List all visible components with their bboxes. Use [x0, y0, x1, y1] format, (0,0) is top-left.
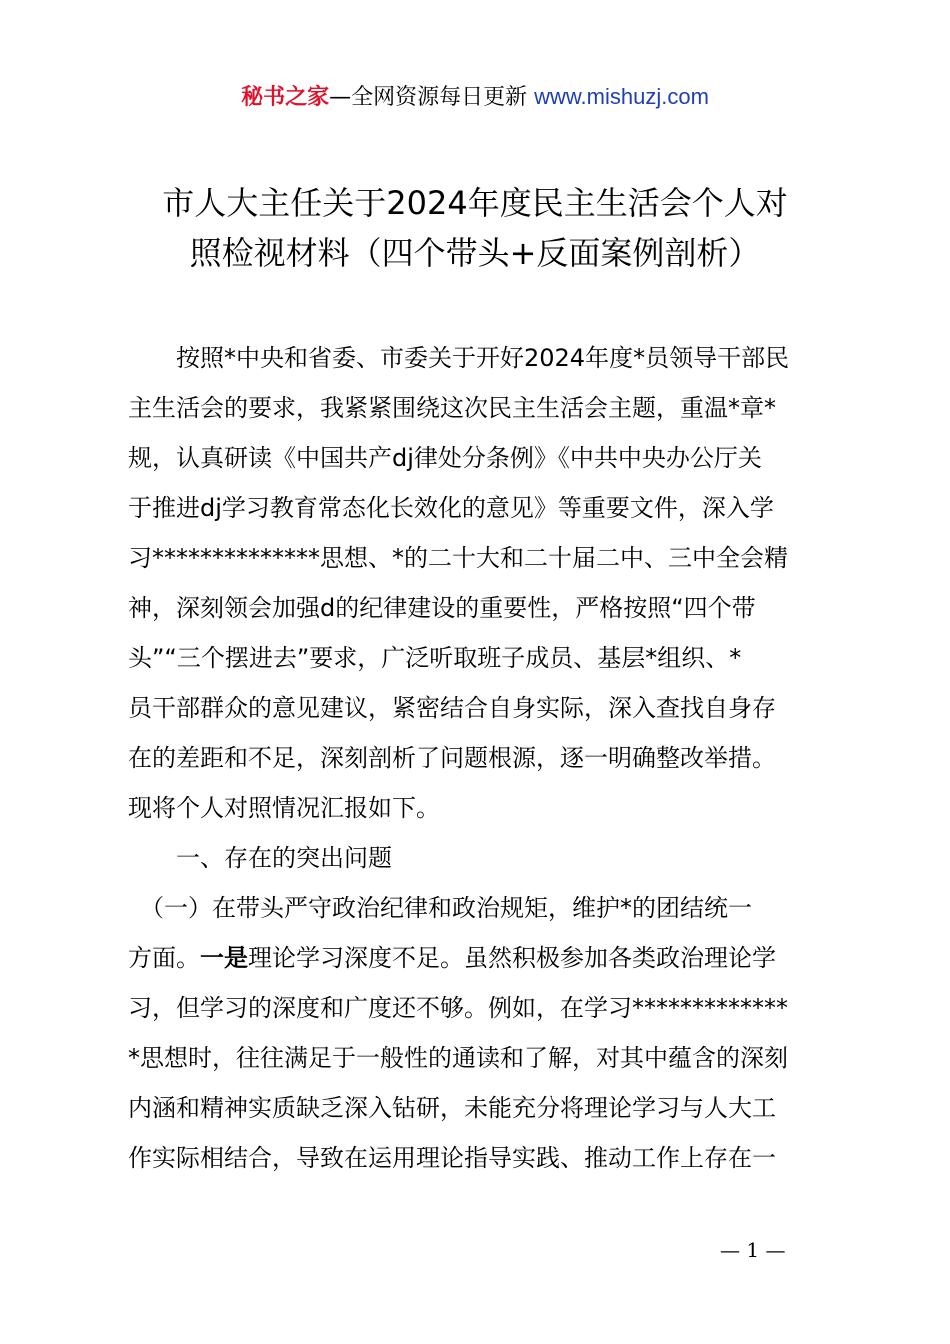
body-line: 头”“三个摆进去”要求，广泛听取班子成员、基层*组织、*: [128, 644, 742, 672]
body-line: *思想时，往往满足于一般性的通读和了解，对其中蕴含的深刻: [128, 1044, 788, 1072]
body-line: 于推进dj学习教育常态化长效化的意见》等重要文件，深入学: [128, 494, 774, 522]
subsection-heading: （一）在带头严守政治纪律和政治规矩，维护*的团结统一: [128, 894, 752, 922]
title-line-1: 市人大主任关于2024年度民主生活会个人对: [162, 184, 788, 222]
body-line: 现将个人对照情况汇报如下。: [128, 794, 440, 822]
body-line-lead: [128, 933, 840, 983]
site-url[interactable]: www.mishuzj.com: [534, 84, 709, 109]
body-line: 内涵和精神实质缺乏深入钻研，未能充分将理论学习与人大工: [128, 1094, 776, 1122]
body-line: 规，认真研读《中国共产dj律处分条例》《中共中央办公厅关: [128, 444, 762, 472]
lead-rest: 理论学习深度不足。虽然积极参加各类政治理论学: [248, 944, 776, 972]
page-number: — 1 —: [720, 1238, 786, 1262]
body-line: 主生活会的要求，我紧紧围绕这次民主生活会主题，重温*章*: [128, 394, 776, 422]
title-line-2: 照检视材料（四个带头+反面案例剖析）: [189, 234, 761, 272]
body-line: 员干部群众的意见建议，紧密结合自身实际，深入查找自身存: [128, 694, 776, 722]
document-title: [118, 178, 832, 278]
body-line: 在的差距和不足，深刻剖析了问题根源，逐一明确整改举措。: [128, 744, 776, 772]
body-line: 按照*中央和省委、市委关于开好2024年度*员领导干部民: [128, 344, 790, 372]
header-tagline: —全网资源每日更新: [329, 85, 528, 110]
site-header: [0, 82, 950, 113]
body-line: 神，深刻领会加强d的纪律建设的重要性，严格按照“四个带: [128, 594, 756, 622]
document-body: [128, 333, 840, 1183]
lead-bold: 一是: [200, 944, 248, 972]
brand-name: 秘书之家: [241, 85, 330, 110]
body-line: 习，但学习的深度和广度还不够。例如，在学习*************: [128, 994, 788, 1022]
section-heading: 一、存在的突出问题: [128, 844, 392, 872]
body-line: 习**************思想、*的二十大和二十届二中、三中全会精: [128, 544, 788, 572]
lead-prefix: 方面。: [128, 944, 200, 972]
body-line: 作实际相结合，导致在运用理论指导实践、推动工作上存在一: [128, 1144, 776, 1172]
